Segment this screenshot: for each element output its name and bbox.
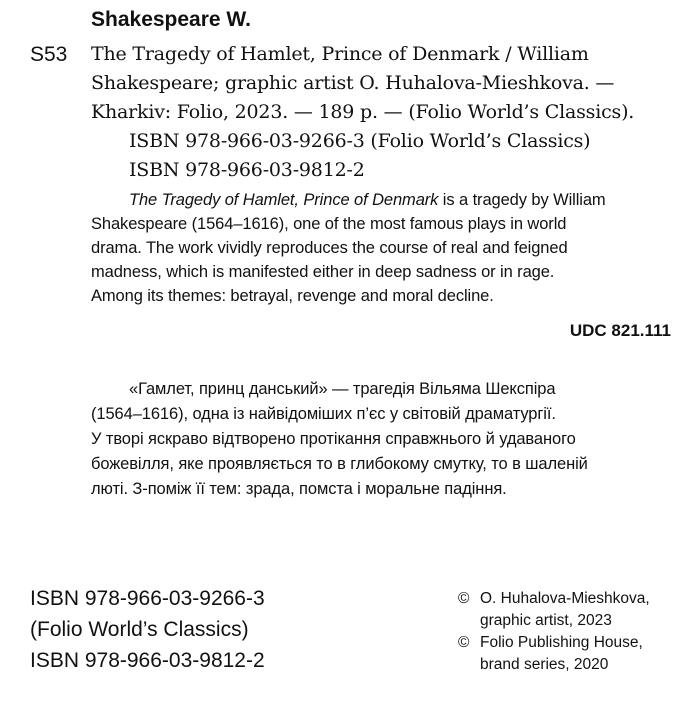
summary-title: The Tragedy of Hamlet, Prince of Denmark	[129, 191, 439, 209]
biblio-line: The Tragedy of Hamlet, Prince of Denmark / William	[91, 43, 589, 65]
copyright-holder: Folio Publishing House,	[480, 634, 643, 651]
copyright-holder: O. Huhalova-Mieshkova,	[480, 590, 650, 607]
biblio-line: Kharkiv: Folio, 2023. — 189 p. — (Folio World’s Classics).	[91, 101, 635, 123]
classification-code: S53	[30, 43, 68, 66]
copyright-icon: ©	[458, 590, 470, 607]
biblio-isbn-1: ISBN 978-966-03-9266-3 (Folio World’s Classics)	[129, 130, 591, 152]
isbn-line: ISBN 978-966-03-9266-3	[30, 587, 265, 610]
summary-ukrainian	[91, 377, 681, 502]
ukr-line: божевілля, яке проявляється то в глибокому смутку, то в шаленій	[91, 455, 588, 473]
copyright-detail: brand series, 2020	[480, 656, 609, 673]
summary-english	[91, 188, 681, 308]
bibliographic-record	[91, 40, 681, 185]
summary-line: Shakespeare (1564–1616), one of the most famous plays in world	[91, 215, 567, 233]
copyright-detail: graphic artist, 2023	[480, 612, 612, 629]
copyright-entry	[458, 632, 650, 654]
udc-code: UDC 821.111	[569, 321, 671, 340]
author-name: Shakespeare W.	[91, 8, 251, 31]
summary-line: Among its themes: betrayal, revenge and moral decline.	[91, 287, 494, 305]
isbn-line: (Folio World’s Classics)	[30, 618, 249, 641]
ukr-line: люті. З-поміж її тем: зрада, помста і моральне падіння.	[91, 480, 507, 498]
summary-line: drama. The work vividly reproduces the course of real and feigned	[91, 239, 568, 257]
biblio-isbn-2: ISBN 978-966-03-9812-2	[129, 159, 365, 181]
ukr-line: (1564–1616), одна із найвідоміших п’єс у світовій драматургії.	[91, 405, 556, 423]
summary-line	[91, 188, 681, 212]
copyright-block	[458, 588, 650, 676]
isbn-line: ISBN 978-966-03-9812-2	[30, 649, 265, 672]
isbn-block	[30, 583, 265, 676]
ukr-line: «Гамлет, принц данський» — трагедія Вільяма Шекспіра	[129, 380, 556, 398]
summary-line: madness, which is manifested either in deep sadness or in rage.	[91, 263, 555, 281]
copyright-entry	[458, 588, 650, 610]
copyright-icon: ©	[458, 634, 470, 651]
summary-text: is a tragedy by William	[438, 191, 606, 209]
ukr-line: У творі яскраво відтворено протікання справжнього й удаваного	[91, 430, 576, 448]
biblio-line: Shakespeare; graphic artist O. Huhalova-Mieshkova. —	[91, 72, 615, 94]
